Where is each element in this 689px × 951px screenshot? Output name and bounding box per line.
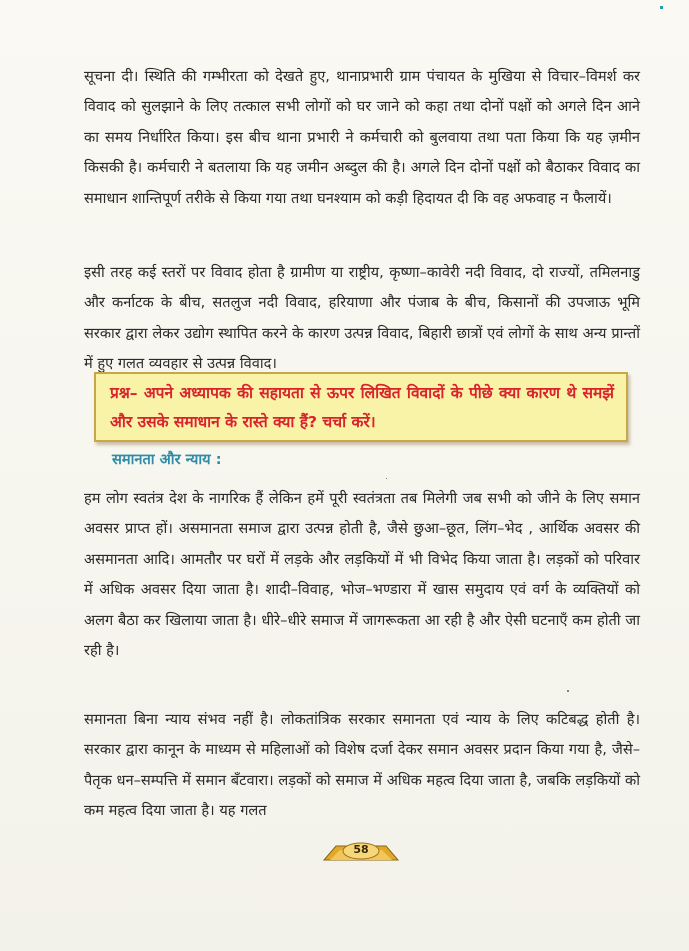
scan-speck: [567, 690, 569, 692]
paragraph-equality-freedom: हम लोग स्वतंत्र देश के नागरिक हैं लेकिन हमें पूरी स्वतंत्रता तब मिलेगी जब सभी को जीने के लिए समान अवसर प्राप्त हों। असमानता समाज द्वारा उत्पन्न होती है, जैसे छुआ–छूत, लिंग–भेद , आर्थिक अवसर की असमानता आदि। आमतौर पर घरों में लड़के और लड़कियों में भी विभेद किया जाता है। लड़कों को परिवार में अधिक अवसर दिया जाता है। शादी–विवाह, भोज–भण्डारा में खास समुदाय एवं वर्ग के व्यक्तियों को अलग बैठा कर खिलाया जाता है। धीरे–धीरे समाज में जागरूकता आ रही है और ऐसी घटनाएँ कम होती जा रही है।: [84, 490, 640, 660]
section-heading: समानता और न्याय :: [112, 451, 222, 468]
paragraph-dispute-levels: इसी तरह कई स्तरों पर विवाद होता है ग्रामीण या राष्ट्रीय, कृष्णा–कावेरी नदी विवाद, दो राज्यों, तमिलनाडु और कर्नाटक के बीच, सतलुज नदी विवाद, हरियाणा और पंजाब के बीच, किसानों की उपजाऊ भूमि सरकार द्वारा लेकर उद्योग स्थापित करने के कारण उत्पन्न विवाद, बिहारी छात्रों एवं लोगों के साथ अन्य प्रान्तों में हुए गलत व्यवहार से उत्पन्न विवाद।: [84, 264, 640, 373]
scan-mark: [660, 6, 663, 9]
paragraph-equality-justice: समानता बिना न्याय संभव नहीं है। लोकतांत्रिक सरकार समानता एवं न्याय के लिए कटिबद्ध होती है। सरकार द्वारा कानून के माध्यम से महिलाओं को विशेष दर्जा देकर समान अवसर प्रदान किया गया है, जैसे–पैतृक धन–सम्पत्ति में समान बँटवारा। लड़कों को समाज में अधिक महत्व दिया जाता है, जबकि लड़कियों को कम महत्व दिया जाता है। यह गलत: [84, 711, 640, 820]
page-number: 58: [353, 843, 369, 856]
question-box: [94, 372, 628, 442]
paragraph-dispute-resolution: सूचना दी। स्थिति की गम्भीरता को देखते हुए, थानाप्रभारी ग्राम पंचायत के मुखिया से विचार–विमर्श कर विवाद को सुलझाने के लिए तत्काल सभी लोगों को घर जाने को कहा तथा दोनों पक्षों को अगले दिन आने का समय निर्धारित किया। इस बीच थाना प्रभारी ने कर्मचारी को बुलवाया तथा पता किया कि यह ज़मीन किसकी है। कर्मचारी ने बतलाया कि यह जमीन अब्दुल की है। अगले दिन दोनों पक्षों को बैठाकर विवाद का समाधान शान्तिपूर्ण तरीके से किया गया तथा घनश्याम को कड़ी हिदायत दी कि वह अफवाह न फैलायें।: [84, 68, 640, 207]
question-text: प्रश्न– अपने अध्यापक की सहायता से ऊपर लिखित विवादों के पीछे क्या कारण थे समझें और उसके समाधान के रास्ते क्या हैं? चर्चा करें।: [110, 384, 614, 431]
page-number-badge: [322, 838, 400, 864]
scan-speck: [386, 478, 387, 479]
